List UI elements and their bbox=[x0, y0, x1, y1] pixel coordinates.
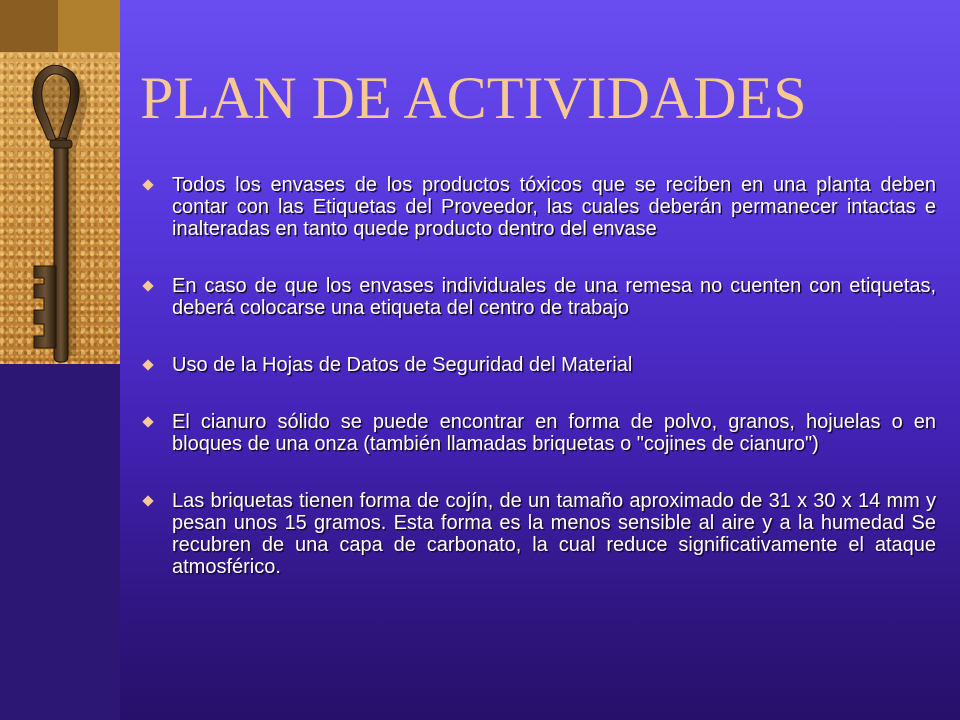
top-accent-bar bbox=[0, 0, 120, 52]
left-decorative-strip bbox=[0, 0, 120, 720]
bullet-text: El cianuro sólido se puede encontrar en forma de polvo, granos, hojuelas o en bloques de una onza (también llamadas briquetas o "cojines de cianuro") bbox=[172, 411, 936, 455]
diamond-bullet-icon bbox=[142, 416, 153, 427]
bullet-item bbox=[140, 354, 936, 376]
bullet-text: Las briquetas tienen forma de cojín, de un tamaño aproximado de 31 x 30 x 14 mm y pesan unos 15 gramos. Esta forma es la menos sensible al aire y a la humedad Se recubren de una capa de carbonato, la cual reduce significativamente el ataque atmosférico. bbox=[172, 490, 936, 578]
bullet-text: En caso de que los envases individuales de una remesa no cuenten con etiquetas, deberá colocarse una etiqueta del centro de trabajo bbox=[172, 275, 936, 319]
old-key-icon bbox=[0, 52, 120, 364]
slide-title: PLAN DE ACTIVIDADES bbox=[140, 65, 807, 131]
bullet-list bbox=[140, 174, 936, 613]
diamond-bullet-icon bbox=[142, 280, 153, 291]
bullet-item bbox=[140, 275, 936, 319]
old-key-photo bbox=[0, 52, 120, 364]
bullet-text: Uso de la Hojas de Datos de Seguridad del Material bbox=[172, 354, 633, 376]
diamond-bullet-icon bbox=[142, 179, 153, 190]
top-accent-bar-dark bbox=[0, 0, 58, 52]
bullet-item bbox=[140, 174, 936, 240]
diamond-bullet-icon bbox=[142, 359, 153, 370]
bullet-item bbox=[140, 411, 936, 455]
bullet-item bbox=[140, 490, 936, 578]
diamond-bullet-icon bbox=[142, 495, 153, 506]
bullet-text: Todos los envases de los productos tóxicos que se reciben en una planta deben contar con las Etiquetas del Proveedor, las cuales deberán permanecer intactas e inalteradas en tanto quede producto dentro del envase bbox=[172, 174, 936, 240]
